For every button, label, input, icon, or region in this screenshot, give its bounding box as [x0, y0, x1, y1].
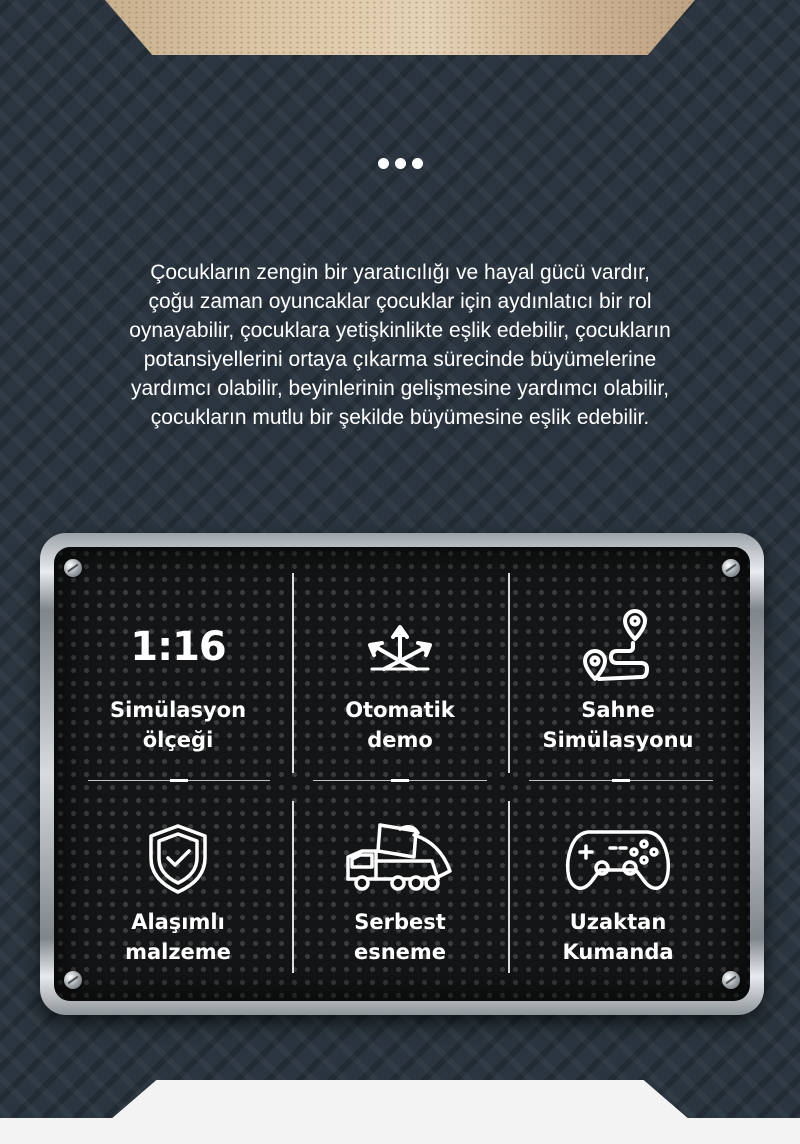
- dot: [395, 158, 406, 169]
- divider-horizontal: [88, 780, 270, 781]
- feature-label: [68, 695, 288, 755]
- feature-label: [508, 695, 728, 755]
- feature-label-line: Alaşımlı: [131, 910, 225, 934]
- intro-line: çoğu zaman oyuncaklar çocuklar için aydınlatıcı bir rol: [148, 290, 652, 313]
- feature-label-line: esneme: [353, 940, 447, 964]
- feature-label-line: Kumanda: [562, 940, 674, 964]
- feature-panel-inner: [54, 547, 750, 1001]
- dump-truck-icon: [290, 819, 510, 899]
- dot: [378, 158, 389, 169]
- route-pin-icon: [508, 607, 728, 687]
- feature-label-line: malzeme: [125, 940, 231, 964]
- divider-horizontal: [529, 780, 713, 781]
- intro-line: oynayabilir, çocuklara yetişkinlikte eşlik edebilir, çocukların: [129, 319, 671, 342]
- shield-check-icon: [68, 819, 288, 899]
- feature-label: [290, 695, 510, 755]
- intro-line: yardımcı olabilir, beyinlerinin gelişmesine yardımcı olabilir,: [130, 377, 670, 400]
- bottom-strip: [0, 1118, 800, 1144]
- feature-free-stretch: [290, 819, 510, 967]
- gamepad-icon: [508, 819, 728, 899]
- feature-remote-control: [508, 819, 728, 967]
- screw-icon: [722, 559, 740, 577]
- feature-label-line: demo: [367, 728, 433, 752]
- arrows-icon: [290, 607, 510, 687]
- intro-paragraph: [40, 258, 760, 432]
- dot: [412, 158, 423, 169]
- feature-label: [68, 907, 288, 967]
- screw-icon: [722, 971, 740, 989]
- intro-line: Çocukların zengin bir yaratıcılığı ve hayal gücü vardır,: [150, 261, 650, 284]
- feature-label: [508, 907, 728, 967]
- screw-icon: [64, 971, 82, 989]
- feature-auto-demo: [290, 607, 510, 755]
- bottom-tab-shape: [110, 1080, 690, 1120]
- screw-icon: [64, 559, 82, 577]
- scale-value: [68, 607, 288, 687]
- divider-horizontal: [313, 780, 487, 781]
- feature-label: [290, 907, 510, 967]
- feature-label-line: Otomatik: [345, 698, 455, 722]
- top-banner-image: [105, 0, 695, 55]
- feature-alloy: [68, 819, 288, 967]
- intro-line: potansiyellerini ortaya çıkarma sürecinde büyümelerine: [143, 348, 657, 371]
- ellipsis-dots: [0, 158, 800, 169]
- feature-scale: [68, 607, 288, 755]
- feature-label-line: Uzaktan: [569, 910, 667, 934]
- feature-scene-sim: [508, 607, 728, 755]
- feature-panel: [40, 533, 764, 1015]
- feature-label-line: Simülasyon: [109, 698, 247, 722]
- feature-label-line: Sahne: [581, 698, 655, 722]
- intro-line: çocukların mutlu bir şekilde büyümesine eşlik edebilir.: [150, 406, 650, 429]
- feature-label-line: Serbest: [354, 910, 446, 934]
- feature-label-line: Simülasyonu: [542, 728, 694, 752]
- feature-label-line: ölçeği: [142, 728, 214, 752]
- scale-text: 1:16: [130, 624, 226, 670]
